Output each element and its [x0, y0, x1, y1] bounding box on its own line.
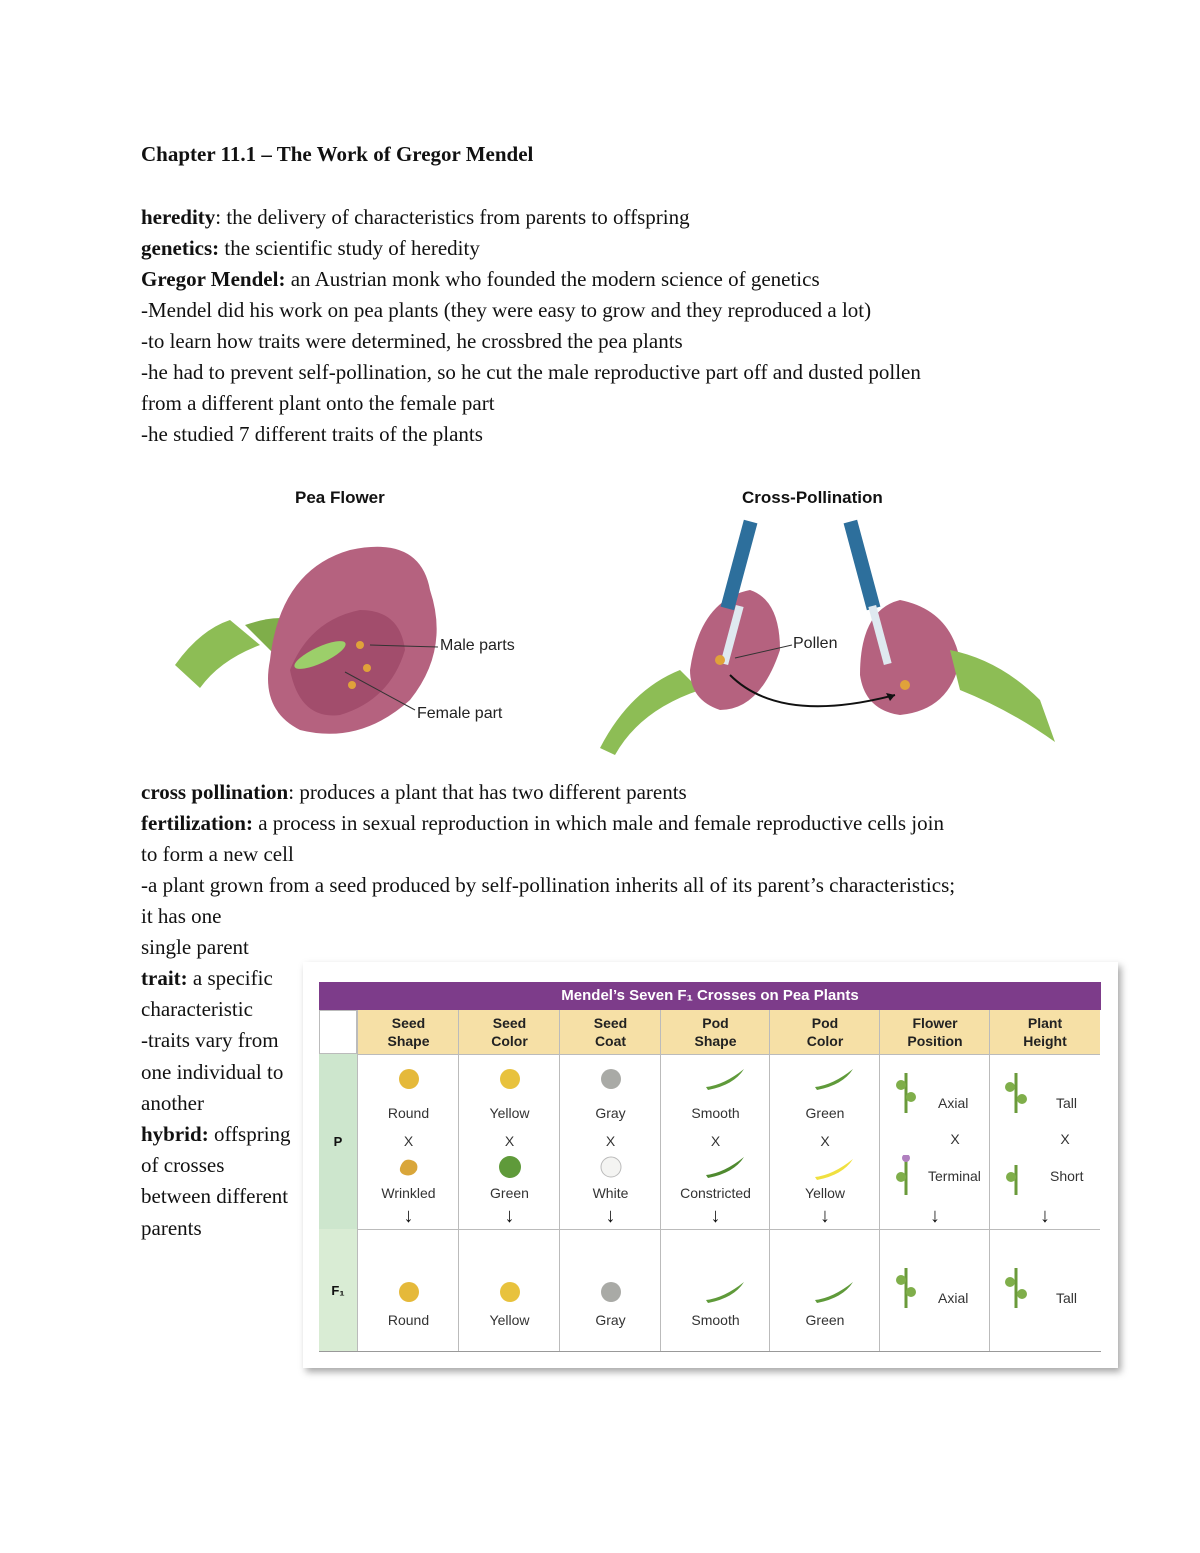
- def-cross-pollination: cross pollination: produces a plant that has two different parents: [141, 780, 687, 804]
- cross-pollination-label: Cross-Pollination: [742, 488, 883, 507]
- trait-icon: [498, 1155, 542, 1183]
- down-arrow-icon: ↓: [820, 1205, 830, 1227]
- note-line: single parent: [141, 935, 249, 959]
- cross-symbol: X: [820, 1133, 830, 1149]
- cross-symbol: X: [1060, 1131, 1070, 1147]
- row-label-f1: F₁: [319, 1229, 357, 1351]
- note-line: -to learn how traits were determined, he crossbred the pea plants: [141, 329, 683, 353]
- trait-f1: Round: [387, 1312, 430, 1328]
- down-arrow-icon: ↓: [403, 1205, 414, 1227]
- trait-icon: [599, 1155, 643, 1183]
- column-header: [660, 1010, 770, 1054]
- trait-icon: [498, 1067, 542, 1093]
- trait-p1: Yellow: [489, 1105, 530, 1121]
- column-header: [879, 1010, 990, 1054]
- table-cell-p: [879, 1054, 990, 1230]
- plant-icon: [894, 1155, 920, 1197]
- def-hybrid: hybrid: offspring of crosses between different parents: [141, 1122, 291, 1240]
- column-header-label: Seed Color: [491, 1015, 528, 1049]
- column-header-label: Seed Coat: [593, 1015, 628, 1049]
- def-mendel: Gregor Mendel: an Austrian monk who founded the modern science of genetics: [141, 267, 820, 291]
- note-line: it has one: [141, 904, 222, 928]
- trait-icon: [599, 1067, 643, 1093]
- pea-flower-label: Pea Flower: [295, 488, 385, 507]
- column-header: [989, 1010, 1100, 1054]
- def-genetics: genetics: the scientific study of heredity: [141, 236, 480, 260]
- table-cell-f1: [769, 1229, 880, 1352]
- note-line: from a different plant onto the female part: [141, 391, 495, 415]
- trait-icon: [397, 1280, 441, 1306]
- trait-f1: Green: [805, 1312, 845, 1328]
- table-cell-p: [357, 1054, 459, 1230]
- table-bottom-rule: [319, 1351, 1101, 1352]
- table-corner: [319, 1010, 357, 1054]
- trait-p1: Green: [805, 1105, 845, 1121]
- column-header: [458, 1010, 560, 1054]
- narrow-definitions: [141, 963, 291, 1244]
- table-cell-p: [660, 1054, 770, 1230]
- trait-f1: Yellow: [489, 1312, 530, 1328]
- cross-symbol: X: [710, 1133, 721, 1149]
- plant-icon: [1004, 1073, 1030, 1115]
- trait-p2: Short: [1050, 1168, 1084, 1184]
- row-label-p: P: [319, 1054, 357, 1229]
- column-header-label: Pod Shape: [694, 1015, 737, 1049]
- trait-p1: Gray: [595, 1105, 626, 1121]
- mendel-crosses-table: [303, 962, 1118, 1368]
- column-header: [559, 1010, 661, 1054]
- trait-p1: Tall: [1056, 1095, 1078, 1111]
- trait-p2: Terminal: [928, 1168, 981, 1184]
- down-arrow-icon: ↓: [930, 1205, 940, 1227]
- note-line: -he studied 7 different traits of the plants: [141, 422, 483, 446]
- trait-icon: [704, 1280, 748, 1306]
- trait-p2: Wrinkled: [381, 1185, 436, 1201]
- trait-icon: [599, 1280, 643, 1306]
- table-cell-f1: [458, 1229, 560, 1352]
- trait-icon: [704, 1067, 748, 1093]
- plant-icon: [1004, 1155, 1030, 1197]
- cross-symbol: X: [950, 1131, 960, 1147]
- plant-icon: [1004, 1268, 1030, 1310]
- note-line: -a plant grown from a seed produced by self-pollination inherits all of its parent’s characteristics;: [141, 873, 956, 897]
- note-traits-vary: -traits vary from one individual to another: [141, 1028, 284, 1115]
- table-cell-f1: [989, 1229, 1100, 1352]
- column-header: [357, 1010, 459, 1054]
- trait-icon: [498, 1280, 542, 1306]
- table-title: Mendel’s Seven F₁ Crosses on Pea Plants: [319, 982, 1101, 1010]
- table-cell-f1: [357, 1229, 459, 1352]
- plant-icon: [894, 1268, 920, 1310]
- trait-icon: [813, 1067, 857, 1093]
- cross-symbol: X: [605, 1133, 616, 1149]
- trait-p2: White: [592, 1185, 629, 1201]
- down-arrow-icon: ↓: [504, 1205, 515, 1227]
- cross-symbol: X: [403, 1133, 414, 1149]
- note-line: to form a new cell: [141, 842, 294, 866]
- trait-f1: Axial: [938, 1290, 969, 1306]
- column-header-label: Plant Height: [1023, 1015, 1067, 1049]
- column-header: [769, 1010, 880, 1054]
- trait-icon: [813, 1280, 857, 1306]
- plant-icon: [894, 1073, 920, 1115]
- pollination-illustration: [160, 510, 1080, 760]
- pollen-callout: Pollen: [793, 635, 838, 652]
- female-part-callout: Female part: [417, 705, 503, 722]
- trait-p1: Axial: [938, 1095, 969, 1111]
- trait-icon: [397, 1155, 441, 1183]
- trait-f1: Tall: [1056, 1290, 1078, 1306]
- table-cell-p: [989, 1054, 1100, 1230]
- note-line: -Mendel did his work on pea plants (they were easy to grow and they reproduced a lot): [141, 298, 872, 322]
- table-cell-p: [458, 1054, 560, 1230]
- column-header-label: Seed Shape: [387, 1015, 430, 1049]
- down-arrow-icon: ↓: [1040, 1205, 1050, 1227]
- trait-f1: Smooth: [691, 1312, 740, 1328]
- trait-icon: [704, 1155, 748, 1183]
- cross-symbol: X: [504, 1133, 515, 1149]
- def-heredity: heredity: the delivery of characteristics from parents to offspring: [141, 205, 690, 229]
- column-header-label: Flower Position: [907, 1015, 963, 1049]
- def-fertilization: fertilization: a process in sexual reproduction in which male and female reproductive cells join: [141, 811, 944, 835]
- trait-f1: Gray: [595, 1312, 626, 1328]
- trait-icon: [813, 1155, 857, 1183]
- pea-flower-image: [175, 547, 438, 734]
- table-cell-f1: [559, 1229, 661, 1352]
- table-cell-f1: [879, 1229, 990, 1352]
- down-arrow-icon: ↓: [605, 1205, 616, 1227]
- trait-p1: Round: [387, 1105, 430, 1121]
- male-parts-callout: Male parts: [440, 637, 515, 654]
- note-line: -he had to prevent self-pollination, so he cut the male reproductive part off and dusted pollen: [141, 360, 921, 384]
- trait-p2: Constricted: [680, 1185, 751, 1201]
- trait-p2: Yellow: [805, 1185, 845, 1201]
- trait-p2: Green: [490, 1185, 529, 1201]
- def-trait: trait: a specific characteristic: [141, 966, 273, 1022]
- down-arrow-icon: ↓: [710, 1205, 721, 1227]
- table-cell-p: [769, 1054, 880, 1230]
- table-cell-p: [559, 1054, 661, 1230]
- column-header-label: Pod Color: [806, 1015, 844, 1049]
- trait-p1: Smooth: [691, 1105, 740, 1121]
- page-title: Chapter 11.1 – The Work of Gregor Mendel: [141, 142, 534, 166]
- table-cell-f1: [660, 1229, 770, 1352]
- trait-icon: [397, 1067, 441, 1093]
